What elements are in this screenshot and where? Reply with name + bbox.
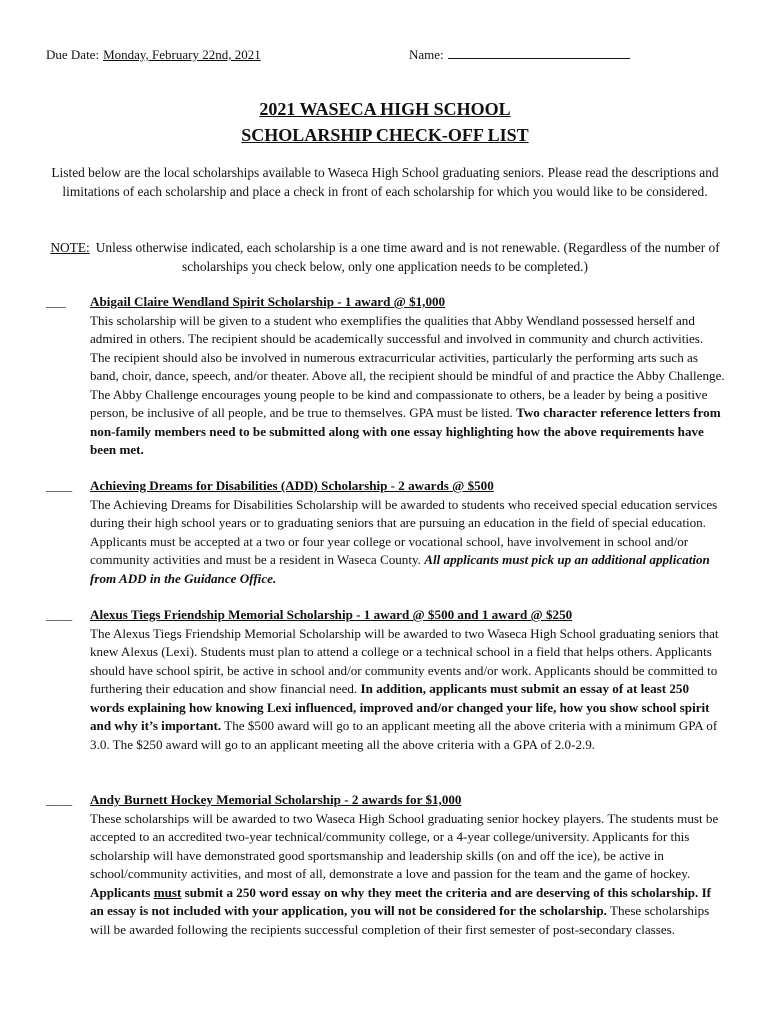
scholarship-title: Alexus Tiegs Friendship Memorial Scholarship - 1 award @ $500 and 1 award @ $250 bbox=[90, 607, 573, 622]
scholarship-title: Andy Burnett Hockey Memorial Scholarship - 2 awards for $1,000 bbox=[90, 792, 462, 807]
check-blank[interactable]: ___ bbox=[46, 294, 66, 309]
page-title bbox=[0, 96, 770, 148]
note-text: Unless otherwise indicated, each scholarship is a one time award and is not renewable. (Regardless of the number of scholarships you check below, only one application needs to be completed.) bbox=[95, 240, 720, 274]
note-label: NOTE: bbox=[50, 240, 90, 255]
description-text: This scholarship will be given to a student who exemplifies the qualities that Abby Wendland possessed herself and admired in others. The recipient should be academically successful and involved in community and church activities. The recipient should also be involved in numerous extracurricular activities, particularly the performing arts such as band, choir, dance, speech, and/or theater. Above all, the recipient should be mindful of and practice the Abby Challenge. The Abby Challenge encourages young people to be kind and compassionate to others, be a leader by being a positive person, be inclusive of all people, and be true to themselves. GPA must be listed. bbox=[90, 312, 725, 420]
due-date bbox=[46, 47, 261, 63]
due-date-label: Due Date: bbox=[46, 47, 100, 62]
name-field bbox=[409, 47, 630, 63]
requirement-emphasis-lead: Applicants bbox=[90, 884, 151, 900]
name-blank-line[interactable] bbox=[448, 47, 630, 59]
intro-paragraph: Listed below are the local scholarships available to Waseca High School graduating seniors. Please read the descriptions and limitations of each scholarship and place a check in front of each scholarship for which you would like to be considered. bbox=[51, 165, 719, 199]
requirement-emphasis-must: must bbox=[153, 884, 182, 900]
description-text-after: The $500 award will go to an applicant meeting all the above criteria with a minimum GPA of 3.0. The $250 award will go to an applicant meeting all the above criteria with a GPA of 2.0-2.9. bbox=[90, 718, 718, 752]
description-text: The Alexus Tiegs Friendship Memorial Scholarship will be awarded to two Waseca High School graduating seniors that knew Alexus (Lexi). Students must plan to attend a college or a technical school in a field that helps others. Applicants should have school spirit, be active in school and/or community events and/or work. Applicants should be committed to furthering their education and show financial need. bbox=[90, 625, 719, 696]
scholarship-description bbox=[90, 312, 726, 460]
scholarship-item bbox=[46, 477, 726, 588]
due-date-value: Monday, February 22nd, 2021 bbox=[103, 47, 261, 62]
scholarship-description bbox=[90, 810, 726, 940]
check-blank[interactable]: ____ bbox=[46, 478, 73, 493]
scholarship-item bbox=[46, 293, 726, 460]
scholarship-item bbox=[46, 791, 726, 939]
scholarship-description bbox=[90, 496, 726, 589]
check-blank[interactable]: ____ bbox=[46, 607, 73, 622]
description-text: These scholarships will be awarded to two Waseca High School graduating senior hockey players. The students must be accepted to an accredited two-year technical/community college, or a 4-year college/university. Applicants for this scholarship will have demonstrated good sportsmanship and leadership skills (on and off the ice), be active in school/community activities, and most of all, demonstrate a love and passion for the team and the game of hockey. bbox=[90, 810, 719, 881]
description-text: The Achieving Dreams for Disabilities Scholarship will be awarded to students who received special education services during their high school years or to graduating seniors that are pursuing an education in the field of special education. Applicants must be accepted at a two or four year college or vocational school, have involvement in school and/or community activities and must be a resident in Waseca County. bbox=[90, 496, 718, 567]
scholarship-item bbox=[46, 606, 726, 754]
note-paragraph bbox=[46, 238, 724, 276]
title-line-1: 2021 WASECA HIGH SCHOOL bbox=[259, 99, 511, 119]
scholarship-title: Achieving Dreams for Disabilities (ADD) Scholarship - 2 awards @ $500 bbox=[90, 478, 494, 493]
scholarship-description bbox=[90, 625, 726, 755]
requirement-emphasis: Two character reference letters from non-family members need to be submitted along with one essay highlighting how the above requirements have been met. bbox=[90, 405, 721, 457]
requirement-emphasis: submit a 250 word essay on why they meet the criteria and are deserving of this scholarship. If an essay is not included with your application, you will not be considered for the scholarship. bbox=[90, 884, 712, 918]
title-line-2: SCHOLARSHIP CHECK-OFF LIST bbox=[241, 125, 529, 145]
description-text-after: These scholarships will be awarded following the recipients successful completion of their first semester of post-secondary classes. bbox=[90, 903, 710, 937]
header bbox=[46, 47, 724, 67]
name-label: Name: bbox=[409, 47, 444, 62]
requirement-emphasis: All applicants must pick up an additional application from ADD in the Guidance Office. bbox=[90, 552, 710, 586]
scholarship-title: Abigail Claire Wendland Spirit Scholarship - 1 award @ $1,000 bbox=[90, 294, 446, 309]
requirement-emphasis: In addition, applicants must submit an essay of at least 250 words explaining how knowing Lexi influenced, improved and/or changed your life, how you show school spirit and why it’s important. bbox=[90, 681, 710, 733]
check-blank[interactable]: ____ bbox=[46, 792, 73, 807]
